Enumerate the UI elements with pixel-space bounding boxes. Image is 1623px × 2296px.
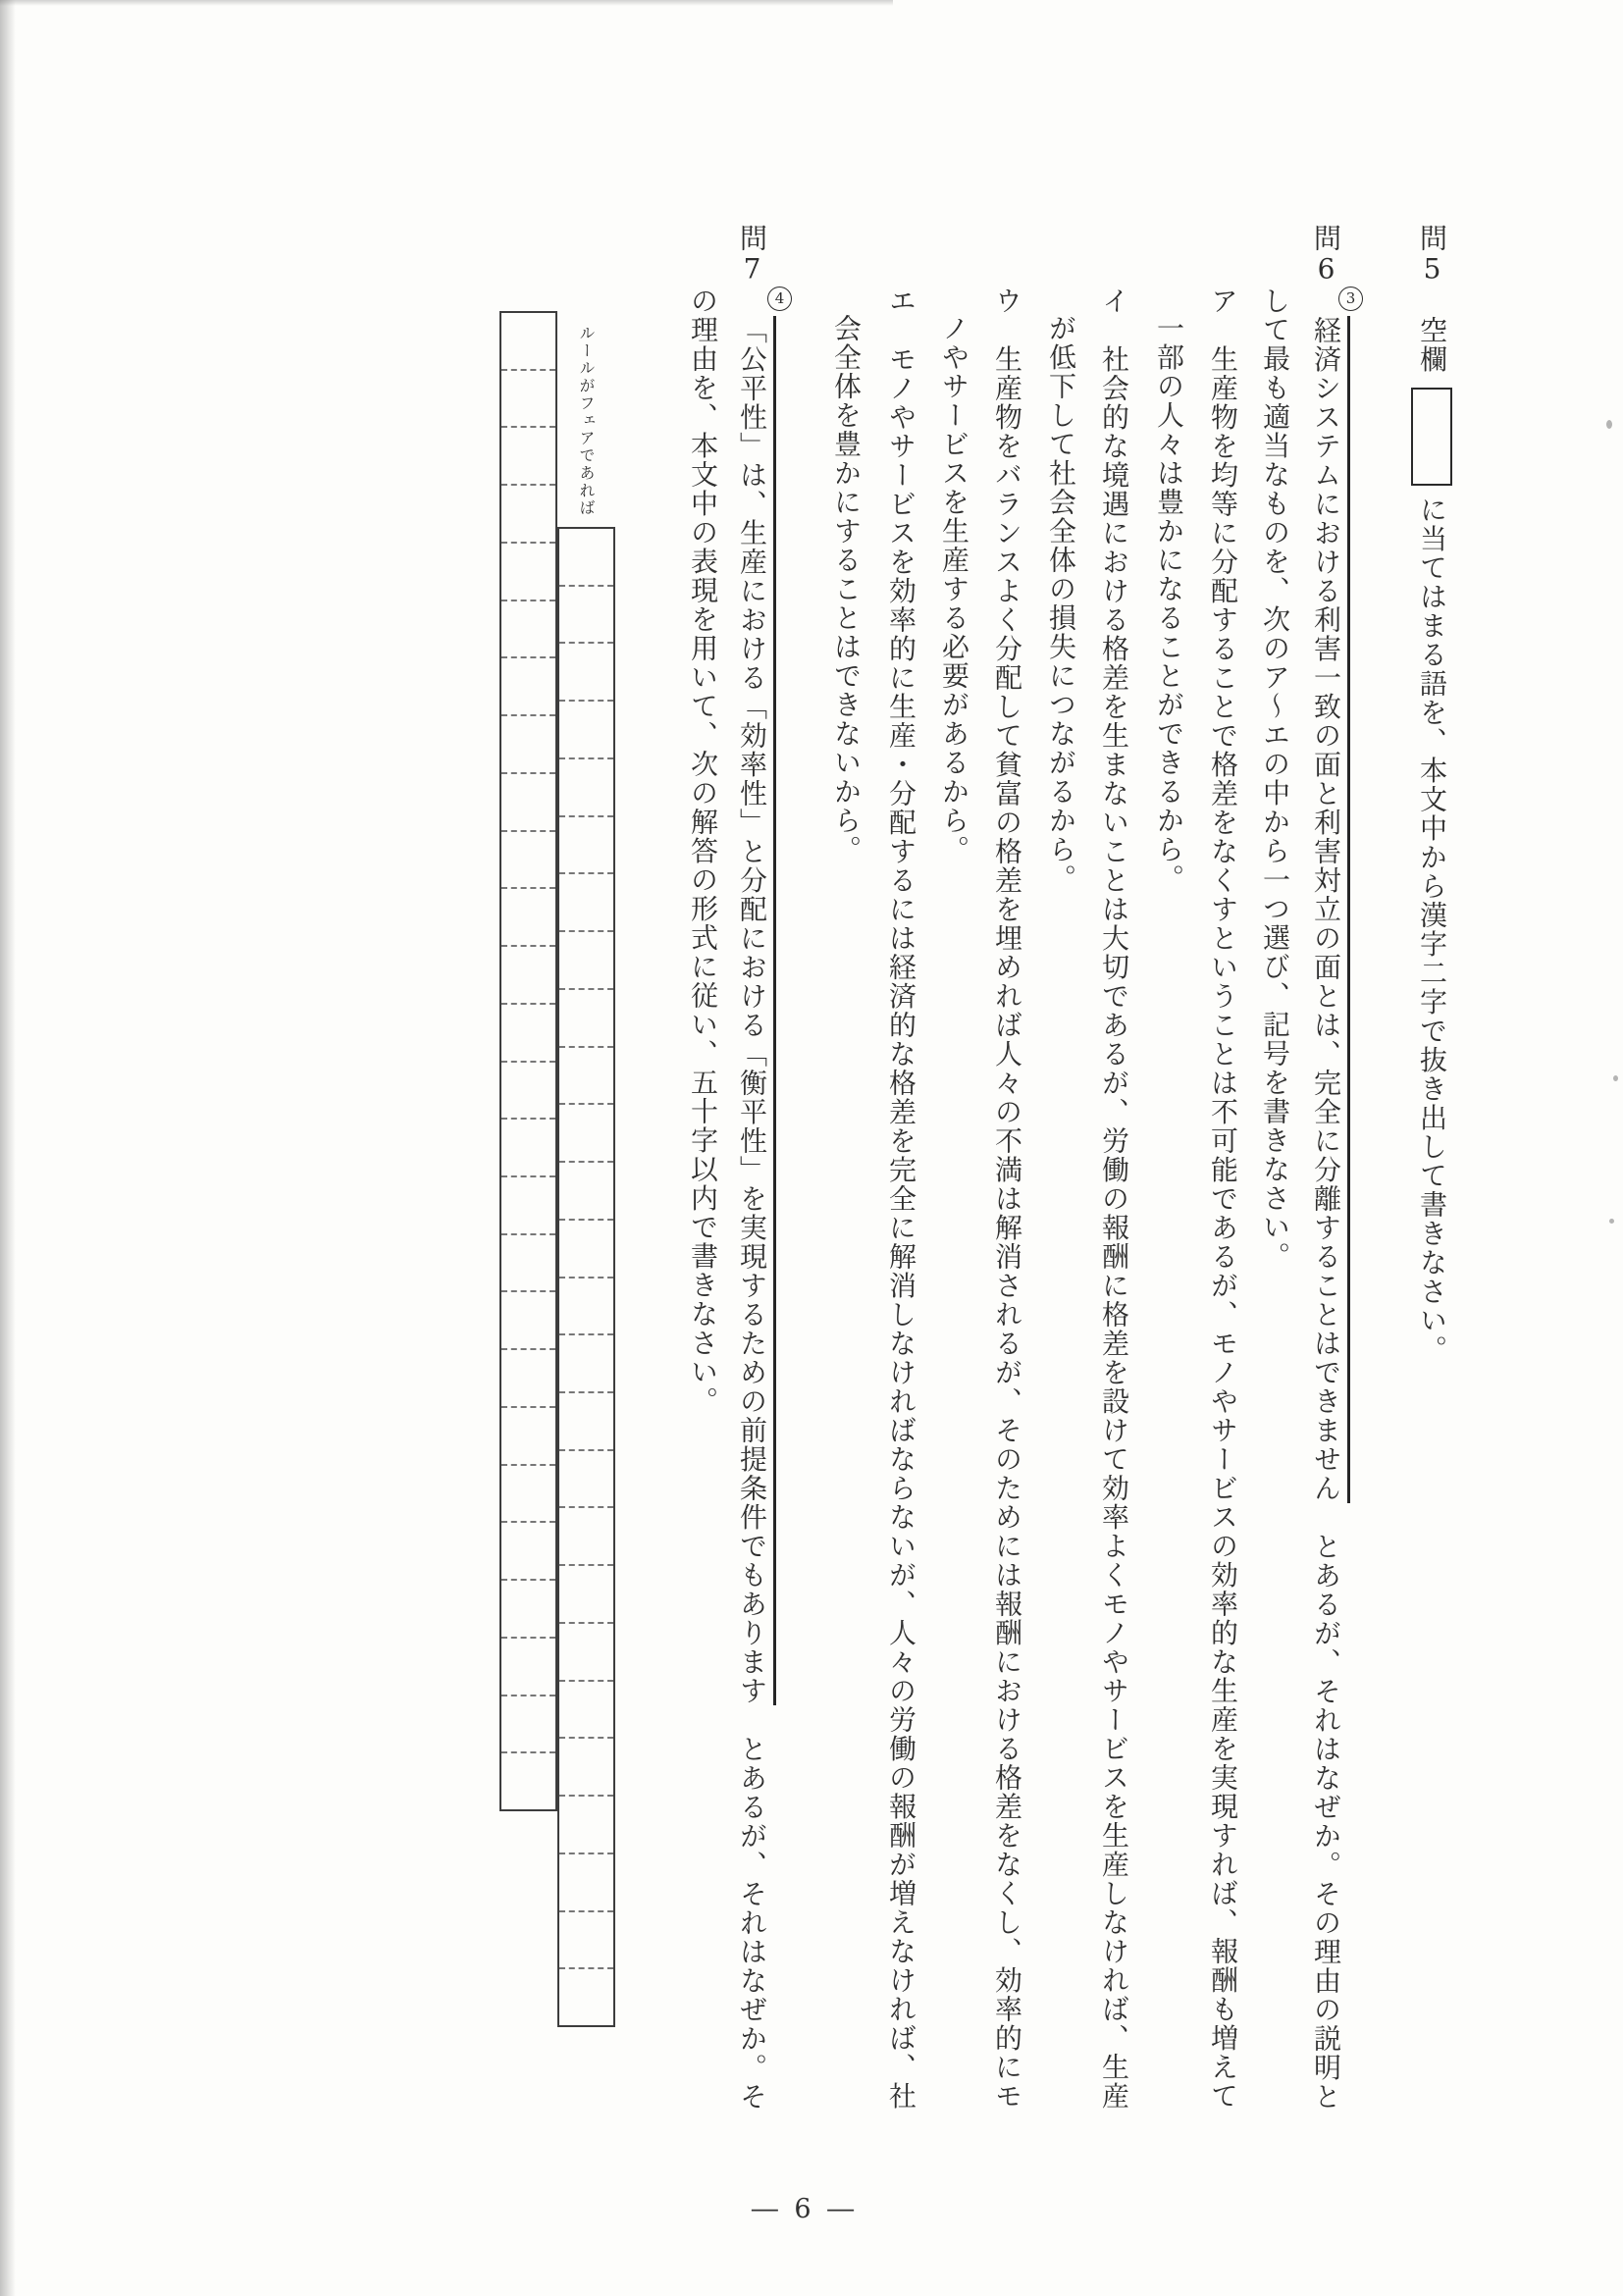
question-7-column bbox=[731, 224, 772, 2113]
question-6-column bbox=[1305, 224, 1346, 2113]
q6-option-e-line2: 会全体を豊かにすることはできないから。 bbox=[830, 314, 863, 864]
q7-stem-continuation: の理由を、本文中の表現を用いて、次の解答の形式に従い、五十字以内で書きなさい。 bbox=[687, 287, 719, 1416]
answer-grid-cell[interactable] bbox=[559, 1508, 613, 1566]
q5-label: 問5 bbox=[1416, 224, 1448, 287]
answer-grid-cell[interactable] bbox=[559, 1451, 613, 1509]
answer-grid-cell[interactable] bbox=[559, 1912, 613, 1970]
answer-grid-cell[interactable] bbox=[559, 1163, 613, 1221]
answer-grid-cell[interactable] bbox=[559, 587, 613, 645]
answer-grid-cell[interactable] bbox=[559, 1682, 613, 1740]
q6-option-i-line2: が低下して社会全体の損失につながるから。 bbox=[1045, 314, 1077, 893]
answer-grid-column-2[interactable] bbox=[499, 311, 557, 1811]
q5-pre-blank-text: 空欄 bbox=[1416, 316, 1448, 374]
answer-grid-cell[interactable] bbox=[501, 601, 555, 659]
q7-quoted-text: 「公平性」は、生産における「効率性」と分配における「衡平性」を実現するための前提条件でもあります bbox=[736, 316, 776, 1705]
spacer bbox=[1113, 316, 1115, 345]
q6-option-e-label: エ bbox=[885, 287, 917, 316]
q6-option-u-line1 bbox=[986, 287, 1027, 2175]
answer-grid-cell[interactable] bbox=[501, 1350, 555, 1408]
answer-grid-cell[interactable] bbox=[501, 658, 555, 716]
answer-grid-cell[interactable] bbox=[501, 1063, 555, 1121]
answer-grid-cell[interactable] bbox=[559, 990, 613, 1048]
q7-ref-circled-number: 4 bbox=[767, 287, 792, 311]
answer-grid-cell[interactable] bbox=[501, 1120, 555, 1177]
q7-label: 問7 bbox=[736, 224, 768, 287]
answer-grid-cell[interactable] bbox=[501, 1235, 555, 1293]
answer-grid-cell[interactable] bbox=[501, 889, 555, 947]
q6-ref-circled-number: 3 bbox=[1338, 287, 1363, 311]
answer-grid-cell[interactable] bbox=[501, 1466, 555, 1524]
q6-option-e-line1 bbox=[880, 287, 921, 2175]
answer-grid-cell[interactable] bbox=[559, 874, 613, 932]
answer-grid-cell[interactable] bbox=[501, 1696, 555, 1754]
scan-speck bbox=[1609, 1219, 1614, 1224]
answer-grid-cell[interactable] bbox=[501, 428, 555, 486]
answer-grid-cell[interactable] bbox=[559, 1969, 613, 2025]
answer-grid-column-1[interactable] bbox=[557, 527, 615, 2027]
answer-grid-cell[interactable] bbox=[559, 1739, 613, 1797]
spacer bbox=[1006, 316, 1008, 345]
answer-grid-cell[interactable] bbox=[501, 486, 555, 544]
answer-grid-cell[interactable] bbox=[559, 702, 613, 759]
answer-grid-cell[interactable] bbox=[559, 1566, 613, 1624]
answer-grid-cell[interactable] bbox=[501, 774, 555, 832]
answer-grid-cell[interactable] bbox=[501, 1408, 555, 1466]
answer-grid-cell[interactable] bbox=[501, 1177, 555, 1235]
answer-grid-cell[interactable] bbox=[559, 1335, 613, 1393]
answer-grid-preprinted-text: ルールがフェアであれば bbox=[577, 325, 596, 517]
q6-option-i-label: イ bbox=[1098, 287, 1130, 316]
q6-label: 問6 bbox=[1310, 224, 1342, 287]
spacer bbox=[751, 287, 753, 316]
answer-grid-cell[interactable] bbox=[559, 759, 613, 817]
spacer bbox=[751, 1705, 753, 1735]
answer-grid-cell[interactable] bbox=[501, 716, 555, 774]
q6-option-u-text: 生産物をバランスよく分配して貧富の格差を埋めれば人々の不満は解消されるが、そのためには報酬における格差をなくし、効率的にモ bbox=[991, 344, 1023, 2111]
answer-grid-cell[interactable] bbox=[559, 1048, 613, 1106]
answer-grid-cell[interactable] bbox=[501, 832, 555, 890]
spacer bbox=[1222, 316, 1224, 345]
q6-after-quote-text: とあるが、それはなぜか。その理由の説明と bbox=[1310, 1532, 1342, 2112]
q6-option-a-text: 生産物を均等に分配することで格差をなくすということは不可能であるが、モノやサービスの効率的な生産を実現すれば、報酬も増えて bbox=[1207, 344, 1239, 2111]
answer-grid-cell[interactable] bbox=[501, 544, 555, 601]
scan-speck bbox=[1613, 1075, 1618, 1081]
q7-after-quote-text: とあるが、それはなぜか。そ bbox=[736, 1735, 768, 2112]
q6-option-a-line2: 一部の人々は豊かになることができるから。 bbox=[1153, 314, 1185, 893]
spacer bbox=[1325, 287, 1327, 316]
answer-grid-cell[interactable] bbox=[559, 1624, 613, 1682]
q6-stem-continuation: して最も適当なものを、次のア～エの中から一つ選び、記号を書きなさい。 bbox=[1259, 287, 1291, 1271]
answer-grid-cell[interactable] bbox=[559, 644, 613, 702]
answer-grid-cell[interactable] bbox=[501, 313, 555, 371]
scan-edge-shadow-top bbox=[0, 0, 893, 6]
scan-edge-shadow-left bbox=[0, 0, 16, 2296]
spacer bbox=[1325, 1503, 1327, 1533]
q6-option-u-line2: ノやサービスを生産する必要があるから。 bbox=[938, 314, 970, 864]
answer-grid-cell[interactable] bbox=[501, 371, 555, 429]
answer-grid-cell[interactable] bbox=[501, 947, 555, 1005]
answer-grid-cell[interactable] bbox=[501, 1523, 555, 1581]
answer-grid-cell[interactable] bbox=[559, 1854, 613, 1912]
q6-quoted-text: 経済システムにおける利害一致の面と利害対立の面とは、完全に分離することはできません bbox=[1310, 316, 1350, 1503]
answer-grid-cell[interactable] bbox=[559, 1221, 613, 1278]
q6-option-i-line1 bbox=[1093, 287, 1134, 2175]
scan-speck bbox=[1606, 420, 1612, 429]
answer-grid-cell[interactable] bbox=[559, 932, 613, 990]
answer-grid-cell[interactable] bbox=[559, 1278, 613, 1336]
page-number: ― 6 ― bbox=[751, 2194, 859, 2224]
q6-option-a-label: ア bbox=[1207, 287, 1239, 316]
answer-grid-cell[interactable] bbox=[501, 1753, 555, 1809]
answer-grid-cell[interactable] bbox=[501, 1005, 555, 1063]
answer-grid-cell[interactable] bbox=[559, 1393, 613, 1451]
answer-grid-cell[interactable] bbox=[501, 1639, 555, 1696]
answer-grid-cell[interactable] bbox=[559, 1797, 613, 1854]
q6-option-i-text: 社会的な境遇における格差を生まないことは大切であるが、労働の報酬に格差を設けて効率よくモノやサービスを生産しなければ、生産 bbox=[1098, 344, 1130, 2111]
answer-grid-cell[interactable] bbox=[559, 817, 613, 875]
q6-option-a-line1 bbox=[1202, 287, 1243, 2175]
q6-option-e-text: モノやサービスを効率的に生産・分配するには経済的な格差を完全に解消しなければならないが、人々の労働の報酬が増えなければ、社 bbox=[885, 344, 917, 2111]
spacer bbox=[1431, 287, 1433, 316]
question-5-column bbox=[1411, 224, 1452, 2113]
answer-grid-cell[interactable] bbox=[501, 1292, 555, 1350]
q5-answer-blank-box[interactable] bbox=[1411, 388, 1452, 486]
answer-grid-cell[interactable] bbox=[559, 1105, 613, 1163]
answer-grid-cell[interactable] bbox=[501, 1581, 555, 1639]
answer-grid-cell[interactable] bbox=[559, 529, 613, 587]
spacer bbox=[900, 316, 902, 345]
q5-post-blank-text: に当てはまる語を、本文中から漢字二字で抜き出して書きなさい。 bbox=[1416, 496, 1448, 1364]
q6-option-u-label: ウ bbox=[991, 287, 1023, 316]
